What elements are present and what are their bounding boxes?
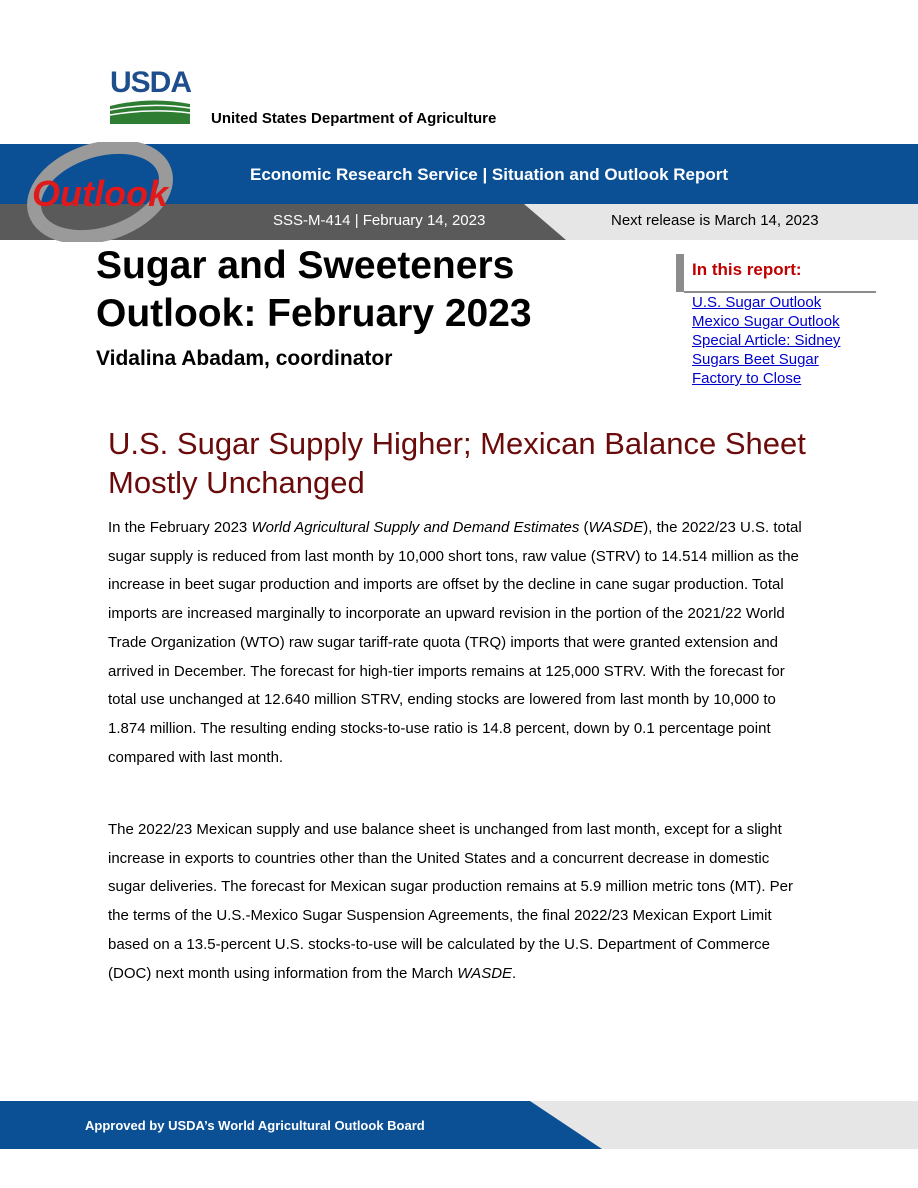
- footer-approval: Approved by USDA’s World Agricultural Outlook Board: [85, 1118, 425, 1133]
- link-special-article-2[interactable]: Sugars Beet Sugar: [692, 351, 819, 368]
- banner-title: Economic Research Service | Situation and Outlook Report: [250, 165, 729, 184]
- report-title: Sugar and Sweeteners Outlook: February 2023: [96, 244, 532, 335]
- usda-logo-text: USDA: [110, 66, 192, 99]
- in-this-report-heading: In this report:: [692, 260, 802, 279]
- report-id: SSS-M-414 | February 14, 2023: [273, 212, 486, 229]
- next-release: Next release is March 14, 2023: [611, 212, 819, 229]
- link-special-article-1[interactable]: Special Article: Sidney: [692, 332, 841, 349]
- p1-wasde-title: World Agricultural Supply and Demand Estimates: [251, 519, 580, 536]
- link-mexico-sugar-outlook[interactable]: Mexico Sugar Outlook: [692, 313, 840, 330]
- p1-text-e: ), the 2022/23 U.S. total sugar supply is reduced from last month by 10,000 short tons, raw value (STRV) to 14.514 million as the increase in beet sugar production and imports are offset by the decline in cane sugar production. Total imports are increased marginally to incorporate an upward revision in the portion of the 2021/22 World Trade Organization (WTO) raw sugar tariff-rate quota (TRQ) imports that were granted extension and arrived in December. The forecast for high-tier imports remains at 125,000 STRV. With the forecast for total use unchanged at 12.640 million STRV, ending stocks are lowered from last month by 10,000 to 1.874 million. The resulting ending stocks-to-use ratio is 14.8 percent, down by 0.1 percentage point compared with last month.: [108, 519, 802, 766]
- outlook-logo: [22, 142, 178, 242]
- in-this-report-links: [692, 293, 892, 388]
- section-heading: U.S. Sugar Supply Higher; Mexican Balance Sheet Mostly Unchanged: [108, 426, 806, 500]
- usda-logo: [110, 68, 190, 124]
- outlook-logo-text: Outlook: [32, 173, 168, 214]
- department-name: United States Department of Agriculture: [211, 110, 497, 127]
- p1-text-a: In the February 2023: [108, 519, 252, 536]
- coordinator: Vidalina Abadam, coordinator: [96, 347, 393, 370]
- link-us-sugar-outlook[interactable]: U.S. Sugar Outlook: [692, 294, 822, 311]
- in-this-report-box: [676, 254, 876, 292]
- p2-wasde-abbrev: WASDE: [457, 964, 513, 982]
- p1-wasde-abbrev: WASDE: [588, 519, 644, 536]
- p1-text-c: (: [579, 519, 589, 536]
- p2-text-a: The 2022/23 Mexican supply and use balance sheet is unchanged from last month, except for a slight increase in exports to countries other than the United States and a concurrent decrease in domestic sugar deliveries. The forecast for Mexican sugar production remains at 5.9 million metric tons (MT). Per the terms of the U.S.-Mexico Sugar Suspension Agreements, the final 2022/23 Mexican Export Limit based on a 13.5-percent U.S. stocks-to-use will be calculated by the U.S. Department of Commerce (DOC) next month using information from the March: [108, 821, 793, 982]
- usda-logo-mark: [110, 98, 190, 124]
- body-paragraph-2: [108, 816, 808, 988]
- report-box-bar: [676, 254, 684, 292]
- body-paragraph-1: [108, 514, 808, 772]
- p2-text-c: .: [512, 964, 517, 982]
- link-special-article-3[interactable]: Factory to Close: [692, 370, 802, 387]
